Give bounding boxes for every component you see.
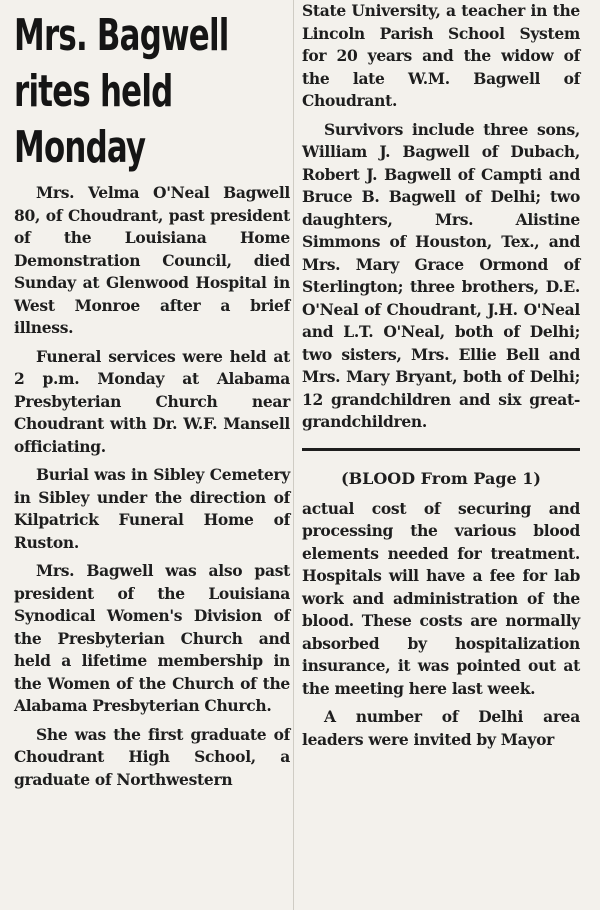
memberships-paragraph: Mrs. Bagwell was also past president of the Louisiana Synodical Women's Division of the Presbyterian Church and held a lifetime membership in the Women of the Church of the Alabama Presbyterian Church.: [14, 561, 290, 715]
education-paragraph: She was the first graduate of Choudrant High School, a graduate of Northwestern: [14, 724, 290, 789]
headline-line-2: rites held: [14, 66, 173, 117]
obituary-lead-paragraph: Mrs. Velma O'Neal Bagwell 80, of Choudrant, past president of the Louisiana Home Demonstration Council, died Sunday at Glenwood Hospital in West Monroe after a brief illness.: [14, 183, 290, 337]
headline-line-1: Mrs. Bagwell: [14, 10, 229, 61]
column-divider: [293, 0, 294, 910]
survivors-paragraph: Survivors include three sons, William J. Bagwell of Dubach, Robert J. Bagwell of Campti and Bruce B. Bagwell of Delhi; two daughters, Mrs. Alistine Simmons of Houston, Tex., and Mrs. Mary Grace Ormond of Sterlington; three brothers, D.E. O'Neal of Choudrant, J.H. O'Neal and L.T. O'Neal, both of Delhi; two sisters, Mrs. Ellie Bell and Mrs. Mary Bryant, both of Delhi; 12 grandchildren and six great-grandchildren.: [302, 119, 580, 431]
blood-article-text: actual cost of securing and processing the various blood elements needed for treatment. Hospitals will have a fee for lab work and administration of the blood. These costs are normally absorbed by hospitalization insurance, it was pointed out at the meeting here last week.: [302, 498, 580, 698]
jump-headline: (BLOOD From Page 1): [341, 468, 541, 488]
obituary-column: [14, 8, 290, 797]
right-column: [302, 0, 580, 757]
headline-line-3: Monday: [14, 122, 146, 173]
section-rule: [302, 448, 580, 451]
blood-article-last-paragraph: A number of Delhi area leaders were invited by Mayor: [302, 707, 580, 749]
burial-paragraph: Burial was in Sibley Cemetery in Sibley under the direction of Kilpatrick Funeral Home of Ruston.: [14, 465, 290, 552]
funeral-services-paragraph: Funeral services were held at 2 p.m. Monday at Alabama Presbyterian Church near Choudrant with Dr. W.F. Mansell officiating.: [14, 346, 290, 456]
education-continuation: State University, a teacher in the Lincoln Parish School System for 20 years and the widow of the late W.M. Bagwell of Choudrant.: [302, 1, 580, 110]
headline: [14, 8, 290, 176]
